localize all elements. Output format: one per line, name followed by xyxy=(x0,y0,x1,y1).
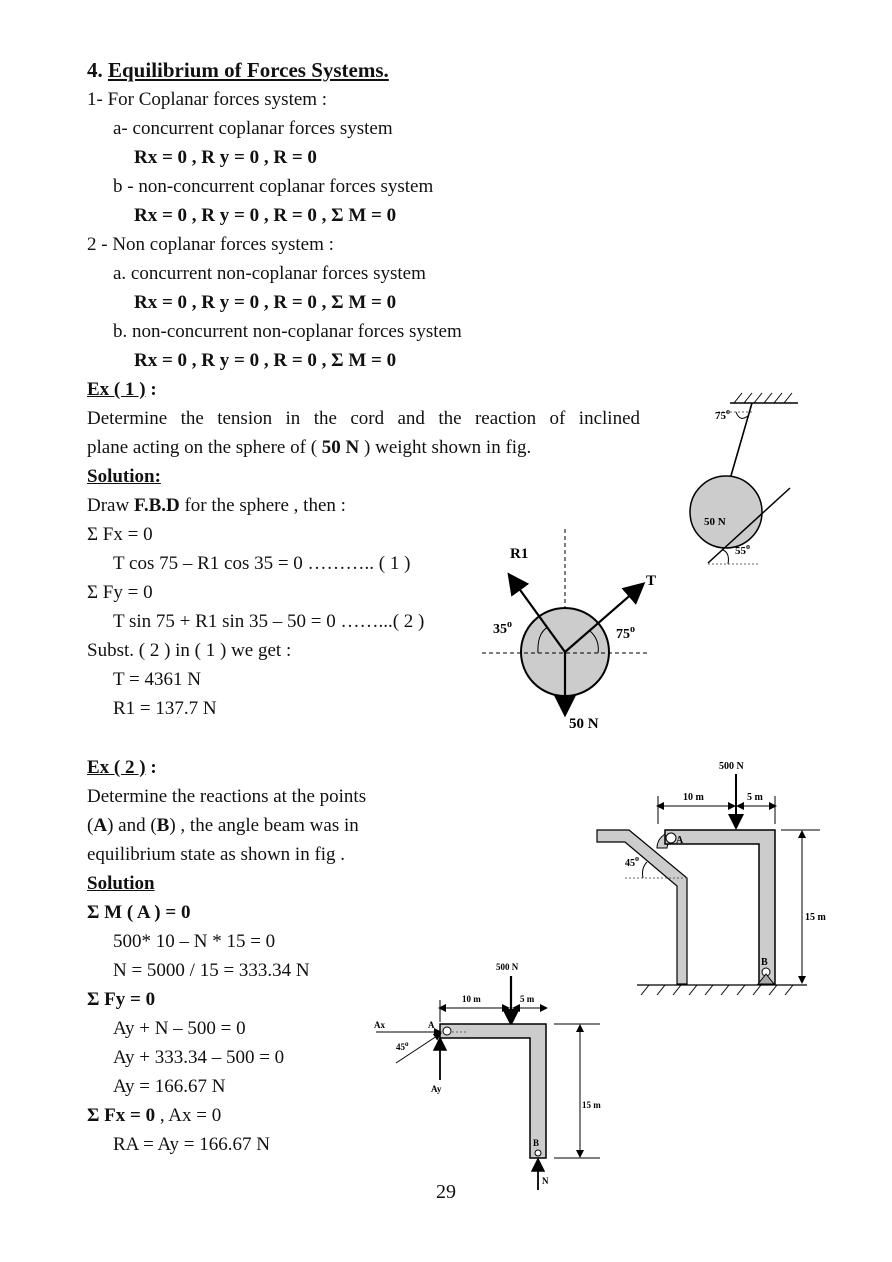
ex2-label: Ex ( 2 ) xyxy=(87,757,146,778)
incline-angle-arc xyxy=(723,550,728,564)
ex2-sum-fx-rest: , Ax = 0 xyxy=(155,1105,222,1126)
part1-a-equation: Rx = 0 , R y = 0 , R = 0 xyxy=(134,147,317,168)
ex1-label: Ex ( 1 ) xyxy=(87,379,146,400)
ex1-figure xyxy=(690,385,820,575)
part1-a-label: a- concurrent coplanar forces system xyxy=(113,118,393,139)
ex2-fbd-load-label: 500 N xyxy=(496,962,519,972)
ex2-statement-line2: (A) and (B) , the angle beam was in xyxy=(87,815,359,836)
ex2-statement-line1: Determine the reactions at the points xyxy=(87,786,367,807)
fbd-t-angle-label: 75$^o$ xyxy=(616,624,635,642)
ex2-fy-1: Ay + N – 500 = 0 xyxy=(113,1018,246,1039)
fbd-r1-label: R1 xyxy=(510,546,529,562)
ex2-pin-a xyxy=(666,833,676,843)
sphere-weight-label: 50 N xyxy=(704,516,726,528)
ex1-result-t: T = 4361 N xyxy=(113,669,201,690)
ex2-fbd-roller-b xyxy=(535,1150,541,1156)
ex2-sum-fx xyxy=(87,1104,221,1128)
page-number: 29 xyxy=(436,1181,456,1203)
ex2-fbd-beam xyxy=(440,1024,546,1158)
ex2-fbd-b-label: B xyxy=(533,1138,540,1148)
ex2-line2-post: ) , the angle beam was in xyxy=(169,815,359,836)
ex2-ground xyxy=(637,985,807,995)
ex2-fy-2: Ay + 333.34 – 500 = 0 xyxy=(113,1047,285,1068)
ex2-solution-label: Solution xyxy=(87,873,155,894)
ex2-height-label: 15 m xyxy=(805,912,826,923)
ex2-fy-3: Ay = 166.67 N xyxy=(113,1076,226,1097)
ex1-result-r1: R1 = 137.7 N xyxy=(113,698,217,719)
part2-a-label: a. concurrent non-coplanar forces system xyxy=(113,263,426,284)
ex1-fbd-post: for the sphere , then : xyxy=(179,495,346,516)
ex1-statement-weight: 50 N xyxy=(321,437,360,458)
ex1-statement-line2 xyxy=(87,436,531,460)
ex2-point-b: B xyxy=(156,815,170,836)
ex2-point-a: A xyxy=(93,815,108,836)
ex1-fbd-line xyxy=(87,494,346,518)
section-title: Equilibrium of Forces Systems. xyxy=(108,58,389,82)
ex2-sum-fy: Σ Fy = 0 xyxy=(87,989,156,1010)
fbd-t-label: T xyxy=(646,573,657,589)
part2-heading: 2 - Non coplanar forces system : xyxy=(87,234,334,255)
ex1-equation-2: T sin 75 + R1 sin 35 – 50 = 0 ……...( 2 ) xyxy=(113,611,425,632)
ex2-fbd-height-label: 15 m xyxy=(582,1100,601,1110)
ex1-solution-label: Solution: xyxy=(87,466,161,487)
ex1-statement-pre: plane acting on the sphere of ( xyxy=(87,437,322,458)
ex1-fbd xyxy=(480,525,670,740)
ex1-sum-fy: Σ Fy = 0 xyxy=(87,582,153,603)
ex1-statement-line1: Determine the tension in the cord and the reaction of inclined xyxy=(87,408,640,429)
part1-b-equation: Rx = 0 , R y = 0 , R = 0 , Σ M = 0 xyxy=(134,205,397,226)
ex1-fbd-pre: Draw xyxy=(87,495,134,516)
ex2-fbd-pin-a xyxy=(443,1027,451,1035)
ex2-dim-10m-label: 10 m xyxy=(683,792,704,803)
ex2-roller-b-label: B xyxy=(761,957,768,968)
ex2-line2-mid: ) and ( xyxy=(107,815,157,836)
ceiling-hatch xyxy=(730,393,798,403)
ex2-fbd xyxy=(368,958,628,1193)
section-number: 4. xyxy=(87,58,103,82)
ex1-colon: : xyxy=(150,379,157,400)
ex2-fbd-ay-label: Ay xyxy=(431,1084,442,1094)
part1-b-label: b - non-concurrent coplanar forces system xyxy=(113,176,434,197)
ex2-pin-a-label: A xyxy=(676,835,684,846)
ex2-fbd-n-label: N xyxy=(542,1176,549,1186)
section-heading xyxy=(87,58,389,82)
ex2-fbd-dim-5m-label: 5 m xyxy=(520,994,535,1004)
ex1-statement-post: ) weight shown in fig. xyxy=(359,437,532,458)
part2-b-equation: Rx = 0 , R y = 0 , R = 0 , Σ M = 0 xyxy=(134,350,397,371)
ex1-equation-1: T cos 75 – R1 cos 35 = 0 ……….. ( 1 ) xyxy=(113,553,411,574)
ex2-fbd-angle-label: 45$^o$ xyxy=(396,1040,409,1052)
ex2-angle-label: 45$^o$ xyxy=(625,854,639,869)
sphere xyxy=(690,476,762,548)
incline-angle-label: 55$^o$ xyxy=(735,542,750,557)
ex2-fbd-a-label: A xyxy=(428,1020,435,1030)
ex2-sum-ma: Σ M ( A ) = 0 xyxy=(87,902,191,923)
ex2-load-label: 500 N xyxy=(719,761,744,772)
cord-angle-label: 75$^o$ xyxy=(715,407,730,422)
ex1-substitution: Subst. ( 2 ) in ( 1 ) we get : xyxy=(87,640,292,661)
fbd-r1-angle-label: 35$^o$ xyxy=(493,619,512,637)
ex2-figure xyxy=(595,758,845,1003)
fbd-weight-label: 50 N xyxy=(569,716,599,732)
ex2-dim-5m-label: 5 m xyxy=(747,792,763,803)
ex2-sum-fx-bold: Σ Fx = 0 xyxy=(87,1105,156,1126)
ex1-fbd-bold: F.B.D xyxy=(133,495,180,516)
part2-a-equation: Rx = 0 , R y = 0 , R = 0 , Σ M = 0 xyxy=(134,292,397,313)
ex2-moment-1: 500* 10 – N * 15 = 0 xyxy=(113,931,276,952)
ex1-heading xyxy=(87,378,157,402)
ex2-angle-arc xyxy=(643,862,648,878)
ex2-fbd-ax-label: Ax xyxy=(374,1020,385,1030)
ex2-colon: : xyxy=(150,757,157,778)
part2-b-label: b. non-concurrent non-coplanar forces system xyxy=(113,321,462,342)
part1-heading: 1- For Coplanar forces system : xyxy=(87,89,328,110)
ex1-sum-fx: Σ Fx = 0 xyxy=(87,524,153,545)
ex2-moment-2: N = 5000 / 15 = 333.34 N xyxy=(113,960,310,981)
ex2-fbd-dim-10m-label: 10 m xyxy=(462,994,481,1004)
ex2-heading xyxy=(87,756,157,780)
ex2-statement-line3: equilibrium state as shown in fig . xyxy=(87,844,346,865)
ex2-ra: RA = Ay = 166.67 N xyxy=(113,1134,270,1155)
